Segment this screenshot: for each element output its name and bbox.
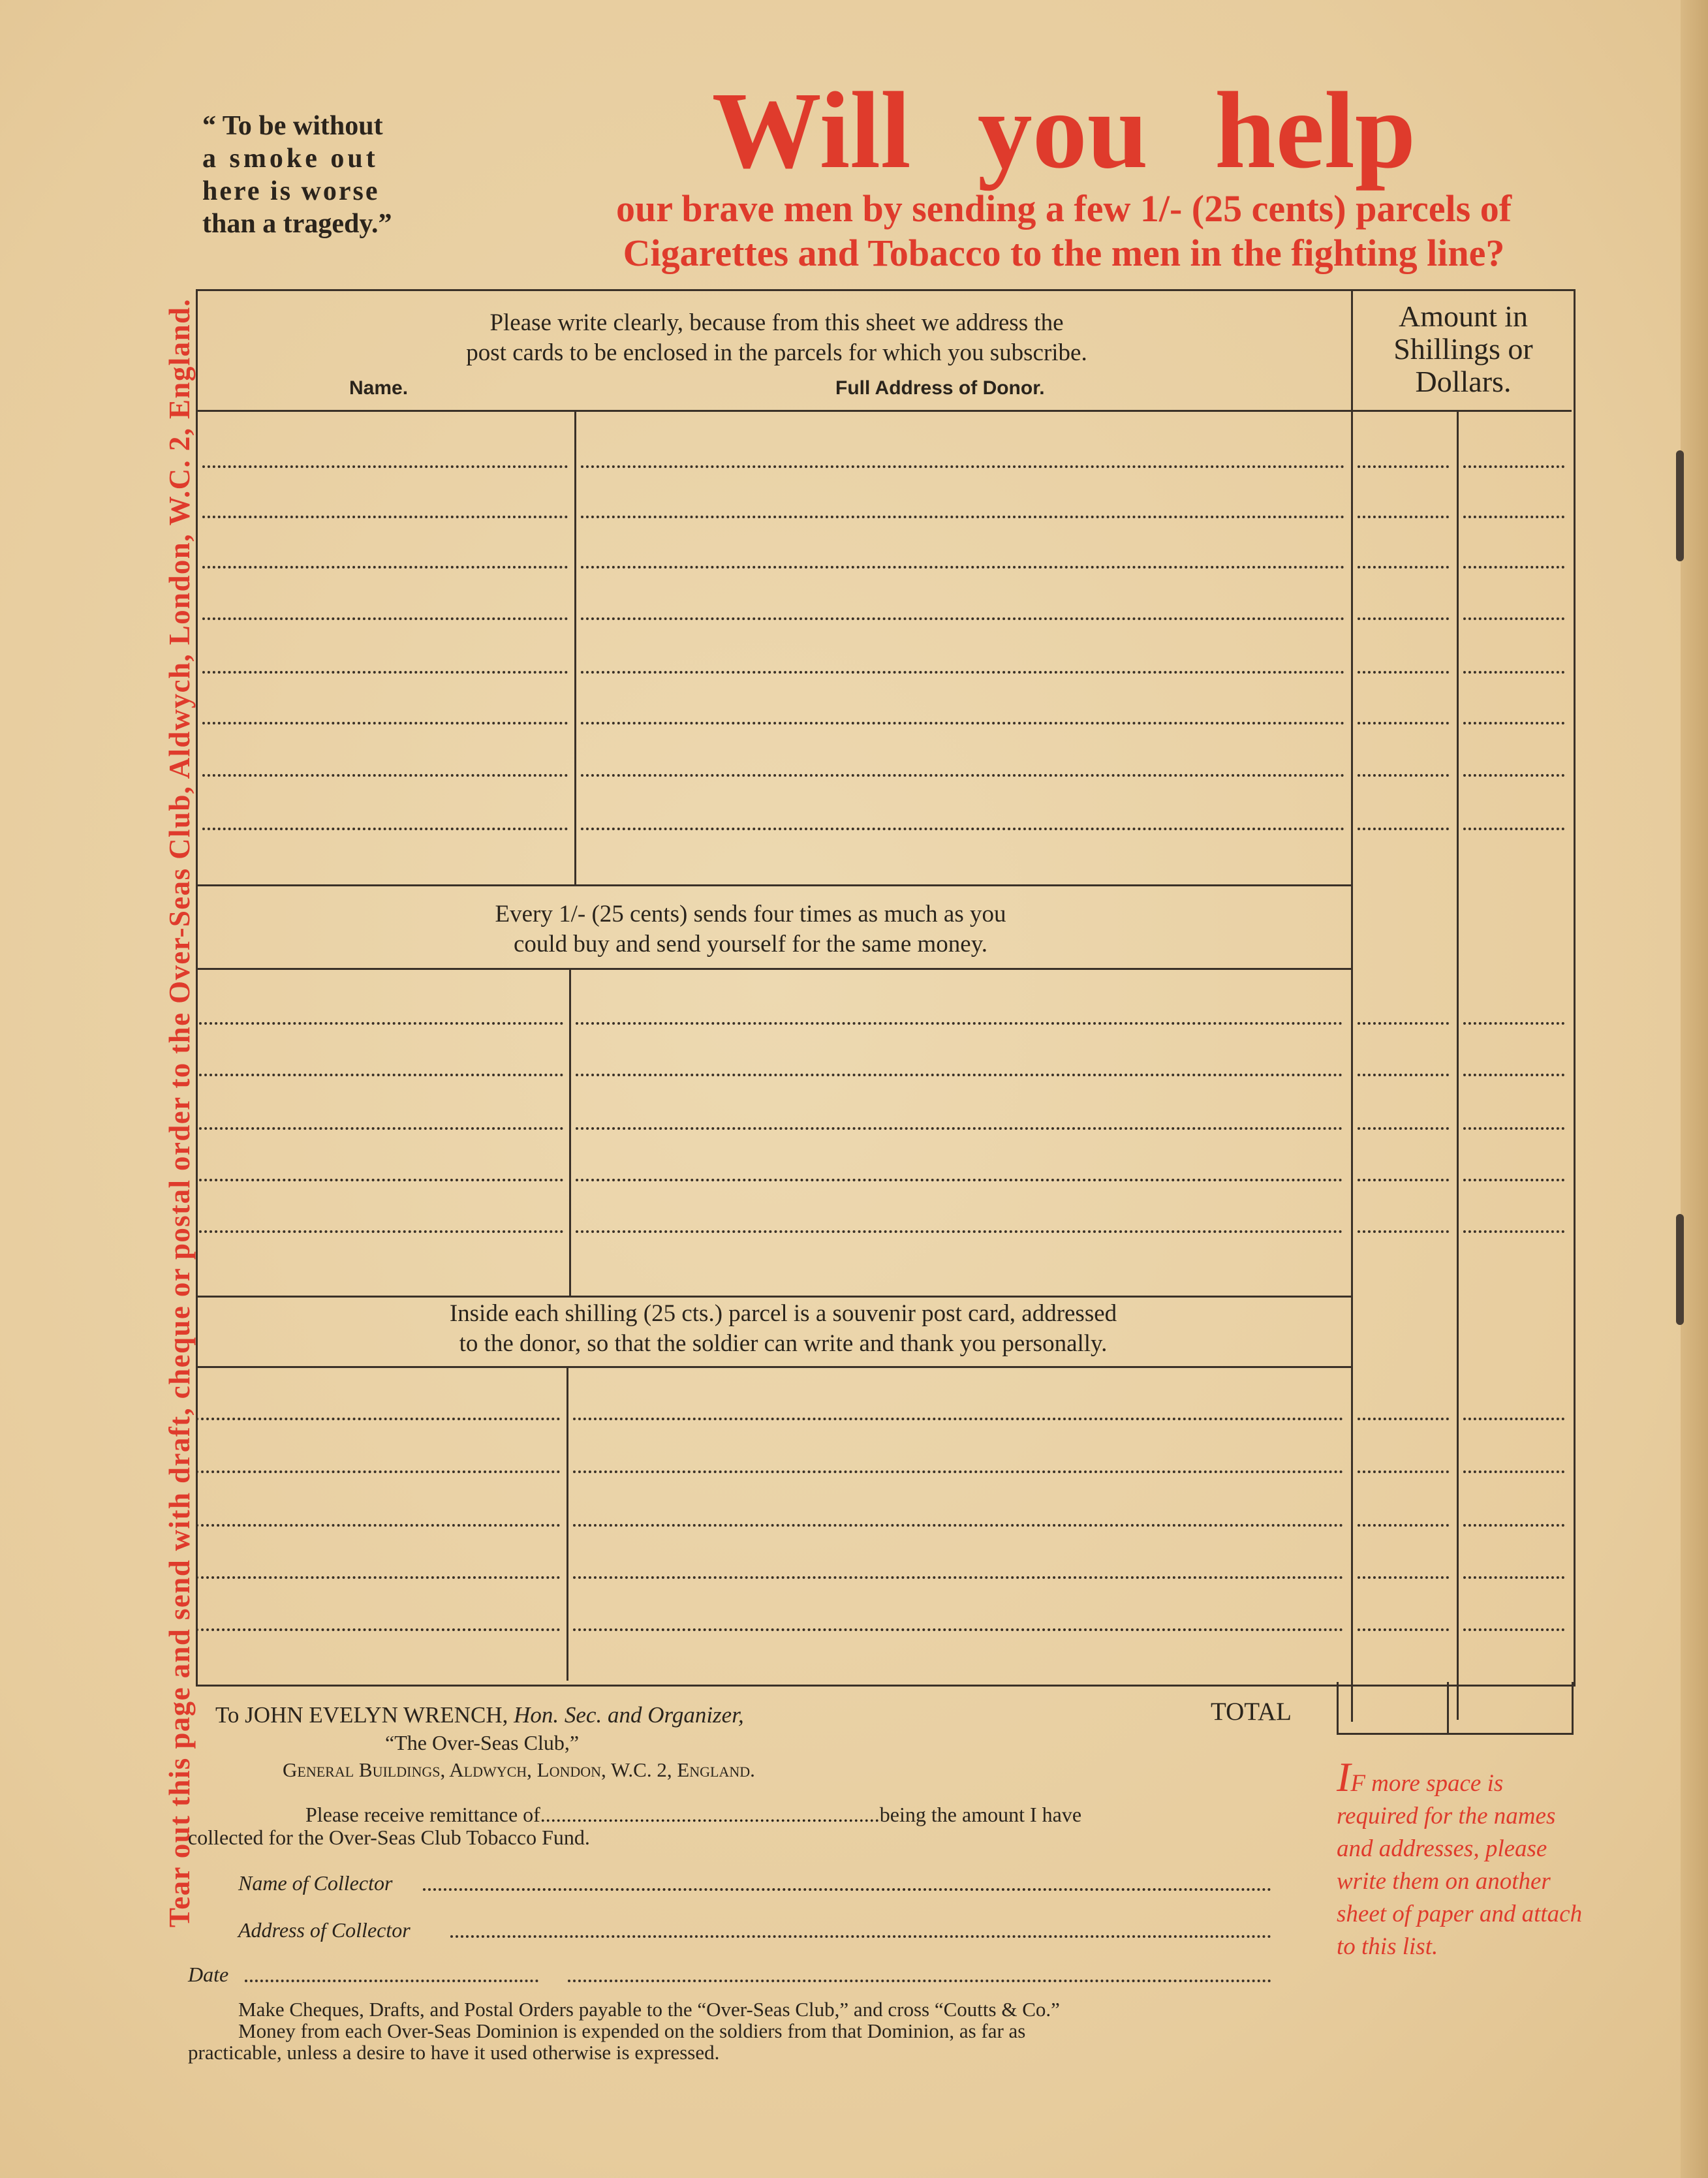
postcard-note-line: Inside each shilling (25 cts.) parcel is a souvenir post card, addressed — [449, 1300, 1117, 1327]
table-header-rule — [196, 410, 1572, 412]
amount-entry-line[interactable] — [1358, 1470, 1449, 1473]
name-entry-line[interactable] — [202, 516, 568, 518]
recipient-name: To JOHN EVELYN WRENCH, — [215, 1702, 508, 1728]
amount-entry-line[interactable] — [1358, 566, 1449, 568]
form-intro — [339, 308, 1214, 368]
name-entry-line[interactable] — [202, 617, 568, 620]
amount-entry-line[interactable] — [1463, 1470, 1564, 1473]
amount-entry-line[interactable] — [1358, 516, 1449, 518]
amount-entry-line[interactable] — [1463, 1074, 1564, 1076]
amount-entry-line[interactable] — [1463, 671, 1564, 674]
collector-name-label: Name of Collector — [238, 1871, 393, 1895]
address-column-header: Full Address of Donor. — [835, 377, 1045, 399]
name-entry-line[interactable] — [196, 1576, 560, 1579]
collector-name-field[interactable] — [423, 1888, 1271, 1891]
quote-line: “ To be without — [202, 111, 383, 141]
name-entry-line[interactable] — [199, 1230, 563, 1233]
form-intro-line: Please write clearly, because from this sheet we address the — [489, 309, 1064, 336]
name-entry-line[interactable] — [199, 1074, 563, 1076]
recipient-title: Hon. Sec. and Organizer, — [514, 1702, 744, 1728]
address-entry-line[interactable] — [576, 1230, 1343, 1233]
amount-entry-line[interactable] — [1358, 828, 1449, 830]
club-address: General Buildings, Aldwych, London, W.C. 2, England. — [283, 1758, 755, 1781]
collector-address-label: Address of Collector — [238, 1918, 411, 1942]
quote-line: than a tragedy.” — [202, 209, 392, 239]
address-entry-line[interactable] — [573, 1576, 1343, 1579]
page-fold — [1681, 0, 1708, 2178]
value-note-line: Every 1/- (25 cents) sends four times as much as you — [495, 901, 1006, 927]
amount-entry-line[interactable] — [1463, 1022, 1564, 1025]
recipient-line — [215, 1702, 744, 1728]
section-rule — [196, 884, 1353, 886]
name-column-divider — [567, 1367, 568, 1681]
address-entry-line[interactable] — [581, 774, 1344, 777]
amount-entry-line[interactable] — [1463, 617, 1564, 620]
amount-entry-line[interactable] — [1358, 465, 1449, 468]
name-entry-line[interactable] — [202, 722, 568, 724]
amount-entry-line[interactable] — [1463, 1628, 1564, 1631]
address-entry-line[interactable] — [581, 465, 1344, 468]
amount-entry-line[interactable] — [1463, 516, 1564, 518]
amount-entry-line[interactable] — [1358, 1230, 1449, 1233]
amount-entry-line[interactable] — [1358, 1022, 1449, 1025]
name-entry-line[interactable] — [202, 671, 568, 674]
amount-entry-line[interactable] — [1358, 774, 1449, 777]
more-space-note — [1337, 1754, 1585, 1963]
staple-top — [1676, 450, 1684, 561]
amount-entry-line[interactable] — [1358, 1628, 1449, 1631]
amount-entry-line[interactable] — [1358, 722, 1449, 724]
quote-line: here is worse — [202, 176, 380, 206]
amount-entry-line[interactable] — [1463, 828, 1564, 830]
amount-entry-line[interactable] — [1358, 1576, 1449, 1579]
name-entry-line[interactable] — [196, 1524, 560, 1527]
payment-instructions-line: Money from each Over-Seas Dominion is expended on the soldiers from that Dominion, as far as — [238, 2019, 1026, 2042]
section-rule — [196, 1296, 1353, 1298]
name-entry-line[interactable] — [196, 1628, 560, 1631]
name-entry-line[interactable] — [199, 1179, 563, 1181]
address-entry-line[interactable] — [576, 1127, 1343, 1130]
date-field[interactable] — [245, 1980, 538, 1982]
amount-entry-line[interactable] — [1358, 1074, 1449, 1076]
total-box-divider — [1447, 1682, 1449, 1733]
page-title: Will you help — [711, 70, 1416, 191]
amount-entry-line[interactable] — [1463, 1127, 1564, 1130]
amount-entry-line[interactable] — [1463, 1418, 1564, 1420]
name-entry-line[interactable] — [199, 1127, 563, 1130]
total-label: TOTAL — [1211, 1698, 1292, 1726]
section-rule — [196, 1366, 1353, 1368]
value-note-line: could buy and send yourself for the same money. — [513, 931, 988, 957]
address-entry-line[interactable] — [573, 1524, 1343, 1527]
remittance-line-1[interactable]: Please receive remittance of.................................................................being the amount I have — [305, 1803, 1082, 1826]
value-note — [365, 899, 1136, 959]
payment-instructions — [188, 1998, 1060, 2064]
address-entry-line[interactable] — [573, 1470, 1343, 1473]
amount-entry-line[interactable] — [1358, 1418, 1449, 1420]
amount-entry-line[interactable] — [1463, 465, 1564, 468]
address-entry-line[interactable] — [581, 828, 1344, 830]
amount-column-divider — [1351, 289, 1353, 1722]
page-subtitle — [496, 187, 1632, 275]
amount-entry-line[interactable] — [1463, 1524, 1564, 1527]
address-entry-line[interactable] — [581, 566, 1344, 568]
tear-out-instruction: Tear out this page and send with draft, cheque or postal order to the Over-Seas Club, Aldwych, London, W.C. 2, England. — [163, 298, 196, 1928]
address-entry-line[interactable] — [581, 671, 1344, 674]
address-entry-line[interactable] — [581, 617, 1344, 620]
subtitle-line-2: Cigarettes and Tobacco to the men in the fighting line? — [623, 232, 1505, 274]
address-entry-line[interactable] — [581, 516, 1344, 518]
date-label: Date — [188, 1963, 229, 1986]
amount-entry-line[interactable] — [1463, 566, 1564, 568]
name-entry-line[interactable] — [202, 465, 568, 468]
name-entry-line[interactable] — [202, 566, 568, 568]
club-name: “The Over-Seas Club,” — [385, 1731, 580, 1754]
amount-entry-line[interactable] — [1463, 1230, 1564, 1233]
remittance-line-2: collected for the Over-Seas Club Tobacco Fund. — [188, 1826, 590, 1849]
soldier-quote — [202, 110, 450, 240]
payment-instructions-line: practicable, unless a desire to have it used otherwise is expressed. — [188, 2041, 720, 2064]
name-column-header: Name. — [349, 377, 409, 399]
amount-entry-line[interactable] — [1358, 1127, 1449, 1130]
payment-instructions-line: Make Cheques, Drafts, and Postal Orders payable to the “Over-Seas Club,” and cross “Coutts & Co.” — [238, 1998, 1060, 2021]
amount-entry-line[interactable] — [1358, 617, 1449, 620]
subtitle-line-1: our brave men by sending a few 1/- (25 cents) parcels of — [615, 187, 1512, 230]
amount-entry-line[interactable] — [1463, 1179, 1564, 1181]
address-entry-line[interactable] — [581, 722, 1344, 724]
address-entry-line[interactable] — [573, 1628, 1343, 1631]
amount-entry-line[interactable] — [1463, 1576, 1564, 1579]
name-column-divider — [574, 411, 576, 884]
name-entry-line[interactable] — [199, 1022, 563, 1025]
collector-address-field[interactable] — [450, 1935, 1271, 1938]
amount-subcolumn-divider — [1457, 411, 1459, 1720]
signature-field[interactable] — [568, 1980, 1271, 1982]
amount-entry-line[interactable] — [1358, 1179, 1449, 1181]
address-entry-line[interactable] — [573, 1418, 1343, 1420]
postcard-note-line: to the donor, so that the soldier can write and thank you personally. — [459, 1330, 1108, 1357]
note-text: F more space is required for the names and addresses, please write them on another sheet of paper and attach to this list. — [1337, 1770, 1583, 1960]
amount-entry-line[interactable] — [1358, 671, 1449, 674]
name-entry-line[interactable] — [202, 774, 568, 777]
address-entry-line[interactable] — [576, 1179, 1343, 1181]
amount-entry-line[interactable] — [1358, 1524, 1449, 1527]
postcard-note — [274, 1299, 1292, 1359]
amount-entry-line[interactable] — [1463, 774, 1564, 777]
quote-line: a smoke out — [202, 144, 379, 174]
address-entry-line[interactable] — [576, 1074, 1343, 1076]
total-amount-box[interactable] — [1337, 1682, 1574, 1735]
address-entry-line[interactable] — [576, 1022, 1343, 1025]
name-entry-line[interactable] — [202, 828, 568, 830]
form-intro-line: post cards to be enclosed in the parcels for which you subscribe. — [466, 339, 1087, 366]
amount-column-header: Amount in Shillings or Dollars. — [1393, 300, 1533, 398]
name-entry-line[interactable] — [196, 1418, 560, 1420]
section-rule — [196, 968, 1353, 970]
name-entry-line[interactable] — [196, 1470, 560, 1473]
staple-bottom — [1676, 1214, 1684, 1325]
amount-entry-line[interactable] — [1463, 722, 1564, 724]
name-column-divider — [569, 969, 571, 1296]
donor-table — [196, 289, 1576, 1687]
note-initial: I — [1337, 1754, 1351, 1800]
